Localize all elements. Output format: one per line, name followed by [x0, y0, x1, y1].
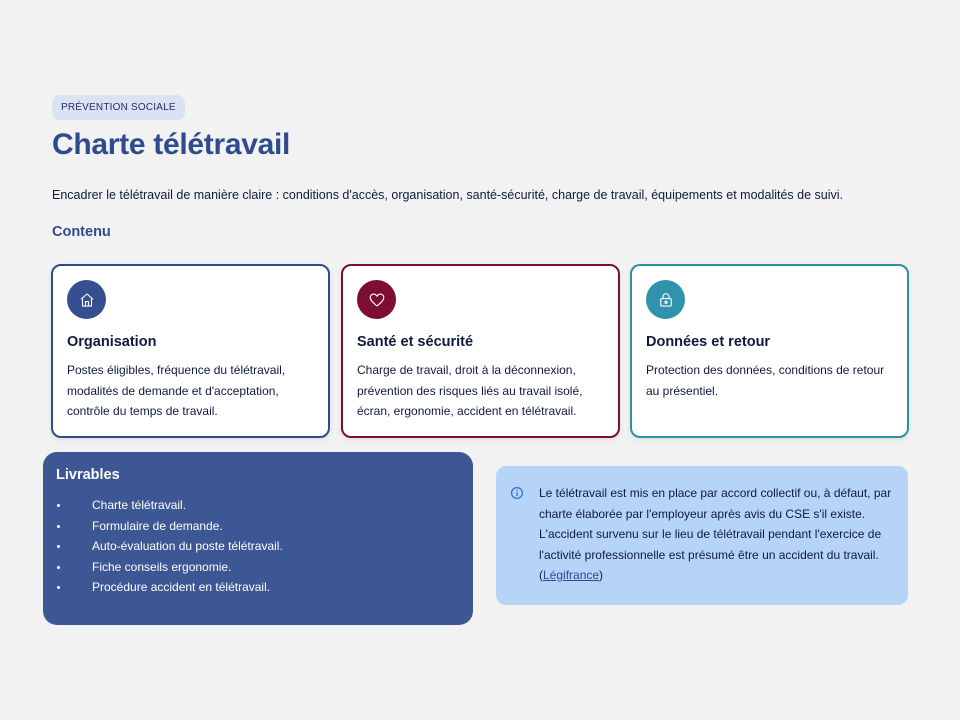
card-title: Données et retour: [646, 334, 771, 350]
list-item: Procédure accident en télétravail.: [56, 577, 460, 598]
card-sante-securite: [341, 264, 620, 438]
list-item: Formulaire de demande.: [56, 516, 460, 537]
list-item: Auto-évaluation du poste télétravail.: [56, 536, 460, 557]
page-header: [52, 95, 912, 240]
intro-text: Encadrer le télétravail de manière claire : conditions d'accès, organisation, santé-sécurité, charge de travail, équipements et modalités de suivi.: [52, 188, 843, 202]
page-title: Charte télétravail: [52, 128, 291, 161]
card-donnees-retour: [630, 264, 909, 438]
list-item: Charte télétravail.: [56, 495, 460, 516]
card-title: Organisation: [67, 334, 157, 350]
card-text: Charge de travail, droit à la déconnexion, prévention des risques liés au travail isolé, écran, ergonomie, accident en télétravail.: [357, 363, 583, 418]
deliverables-list: [56, 495, 460, 598]
card-text: Protection des données, conditions de retour au présentiel.: [646, 363, 885, 398]
card-title: Santé et sécurité: [357, 334, 474, 350]
deliverables-panel: [43, 452, 473, 625]
deliverables-title: Livrables: [56, 467, 120, 483]
card-text: Postes éligibles, fréquence du télétravail, modalités de demande et d'acceptation, contrôle du temps de travail.: [67, 363, 286, 418]
heart-icon: [357, 280, 396, 319]
link-paren-open: (: [539, 568, 543, 582]
list-item: Fiche conseils ergonomie.: [56, 557, 460, 578]
info-icon: [510, 486, 524, 500]
content-cards: [51, 264, 909, 438]
section-title-contenu: Contenu: [52, 224, 111, 240]
info-callout: [496, 466, 908, 605]
card-organisation: [51, 264, 330, 438]
info-text: Le télétravail est mis en place par accord collectif ou, à défaut, par charte élaborée par l'employeur après avis du CSE s'il existe. L'accident survenu sur le lieu de télétravail pendant l'exercice de l'activité professionnelle est présumé être un accident du travail.: [539, 486, 892, 562]
category-badge: PRÉVENTION SOCIALE: [52, 95, 185, 120]
legifrance-link[interactable]: Légifrance: [543, 568, 600, 582]
home-icon: [67, 280, 106, 319]
lock-icon: [646, 280, 685, 319]
link-paren-close: ): [599, 568, 604, 582]
